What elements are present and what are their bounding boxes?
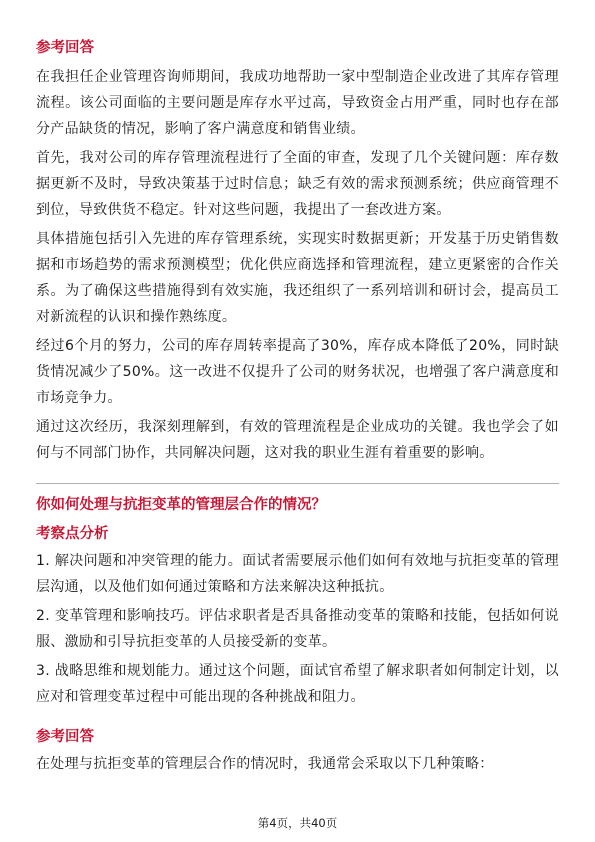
analysis-point: 2. 变革管理和影响技巧。评估求职者是否具备推动变革的策略和技能，包括如何说服、激励和引导抗拒变革的人员接受新的变革。 [36,608,559,650]
answer-paragraph: 在我担任企业管理咨询师期间，我成功地帮助一家中型制造企业改进了其库存管理流程。该公司面临的主要问题是库存水平过高，导致资金占用严重，同时也存在部分产品缺货的情况，影响了客户满意度和销售业绩。 [36,69,559,137]
spacer [36,713,559,727]
answer-paragraph: 经过6个月的努力，公司的库存周转率提高了30%，库存成本降低了20%，同时缺货情况减少了50%。这一改进不仅提升了公司的财务状况，也增强了客户满意度和市场竞争力。 [36,338,559,406]
section-divider [36,483,559,484]
answer-paragraph: 首先，我对公司的库存管理流程进行了全面的审查，发现了几个关键问题：库存数据更新不及时，导致决策基于过时信息；缺乏有效的需求预测系统；供应商管理不到位，导致供货不稳定。针对这些问题，我提出了一套改进方案。 [36,150,559,218]
reference-answer-heading: 参考回答 [36,729,94,745]
answer-paragraph: 通过这次经历，我深刻理解到，有效的管理流程是企业成功的关键。我也学会了如何与不同部门协作，共同解决问题，这对我的职业生涯有着重要的影响。 [36,419,559,461]
analysis-point: 1. 解决问题和冲突管理的能力。面试者需要展示他们如何有效地与抗拒变革的管理层沟通，以及他们如何通过策略和方法来解决这种抵抗。 [36,553,559,595]
answer-paragraph: 具体措施包括引入先进的库存管理系统，实现实时数据更新；开发基于历史销售数据和市场趋势的需求预测模型；优化供应商选择和管理流程，建立更紧密的合作关系。为了确保这些措施得到有效实施，我还组织了一系列培训和研讨会，提高员工对新流程的认识和操作熟练度。 [36,231,559,325]
analysis-point: 3. 战略思维和规划能力。通过这个问题，面试官希望了解求职者如何制定计划，以应对和管理变革过程中可能出现的各种挑战和阻力。 [36,663,559,705]
reference-answer-heading: 参考回答 [36,40,94,56]
question-title: 你如何处理与抗拒变革的管理层合作的情况？ [36,497,326,513]
page-number: 第4页，共40页 [257,816,338,830]
answer-paragraph: 在处理与抗拒变革的管理层合作的情况时，我通常会采取以下几种策略： [36,756,494,772]
document-page [36,38,559,780]
analysis-heading: 考察点分析 [36,526,109,542]
